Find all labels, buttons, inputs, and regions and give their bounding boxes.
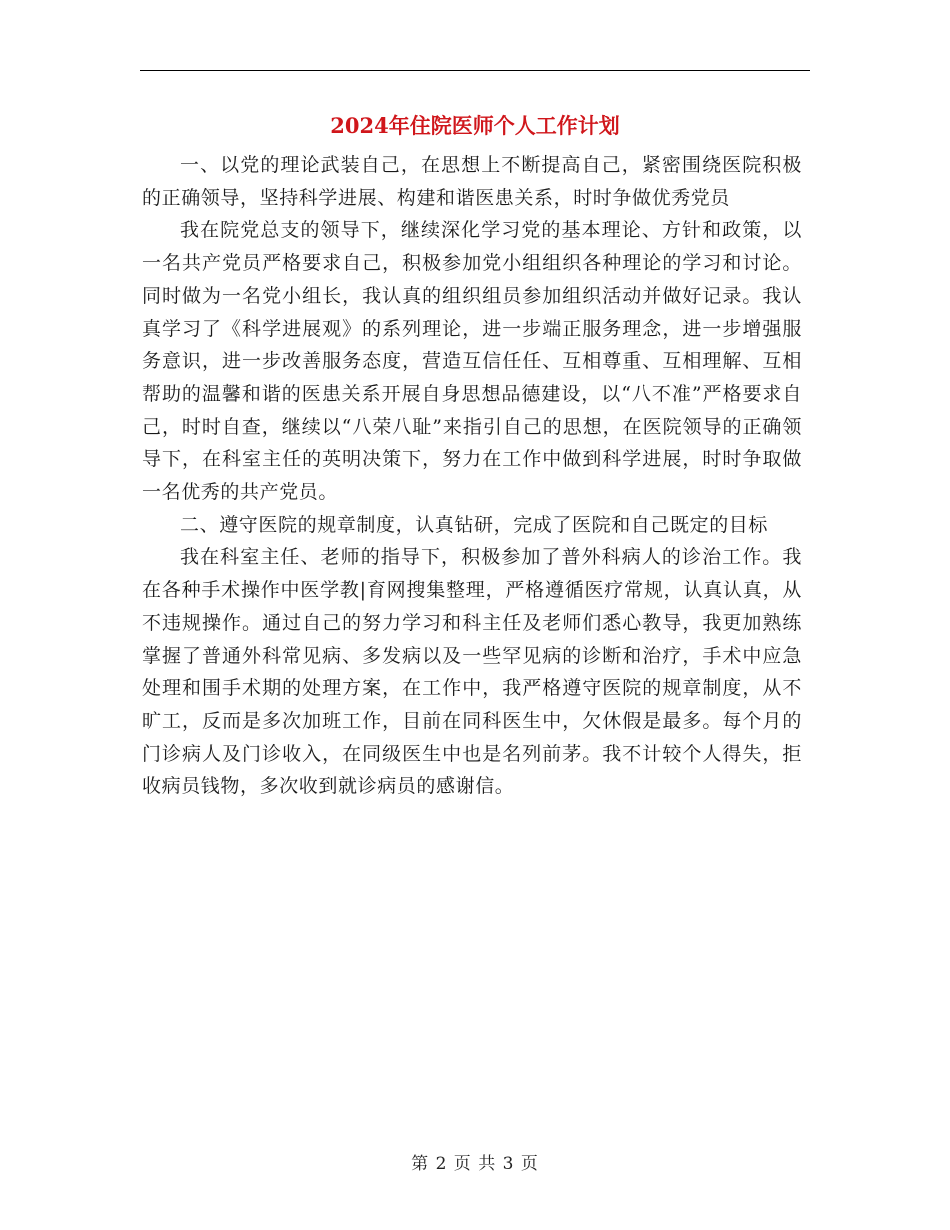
paragraph-heading-one: 一、以党的理论武装自己，在思想上不断提高自己，紧密围绕医院积极的正确领导，坚持科学进展、构建和谐医患关系，时时争做优秀党员: [142, 154, 802, 209]
document-title: 2024年住院医师个人工作计划: [330, 113, 620, 138]
paragraph-heading-two: 二、遵守医院的规章制度，认真钻研，完成了医院和自己既定的目标: [180, 513, 769, 536]
paragraph-body-one: 我在院党总支的领导下，继续深化学习党的基本理论、方针和政策，以一名共产党员严格要求自己，积极参加党小组组织各种理论的学习和讨论。同时做为一名党小组长，我认真的组织组员参加组织活动并做好记录。我认真学习了《科学进展观》的系列理论，进一步端正服务理念，进一步增强服务意识，进一步改善服务态度，营造互信任任、互相尊重、互相理解、互相帮助的温馨和谐的医患关系开展自身思想品德建设，以“八不准”严格要求自己，时时自查，继续以“八荣八耻”来指引自己的思想，在医院领导的正确领导下，在科室主任的英明决策下，努力在工作中做到科学进展，时时争取做一名优秀的共产党员。: [142, 219, 802, 504]
header-rule: [140, 70, 810, 71]
page-number-footer: 第 2 页 共 3 页: [411, 1154, 539, 1174]
document-body: [142, 149, 802, 803]
paragraph-body-two: 我在科室主任、老师的指导下，积极参加了普外科病人的诊治工作。我在各种手术操作中医学教|育网搜集整理，严格遵循医疗常规，认真认真，从不违规操作。通过自己的努力学习和科主任及老师们悉心教导，我更加熟练掌握了普通外科常见病、多发病以及一些罕见病的诊断和治疗，手术中应急处理和围手术期的处理方案，在工作中，我严格遵守医院的规章制度，从不旷工，反而是多次加班工作，目前在同科医生中，欠休假是最多。每个月的门诊病人及门诊收入，在同级医生中也是名列前茅。我不计较个人得失，拒收病员钱物，多次收到就诊病员的感谢信。: [142, 546, 802, 798]
